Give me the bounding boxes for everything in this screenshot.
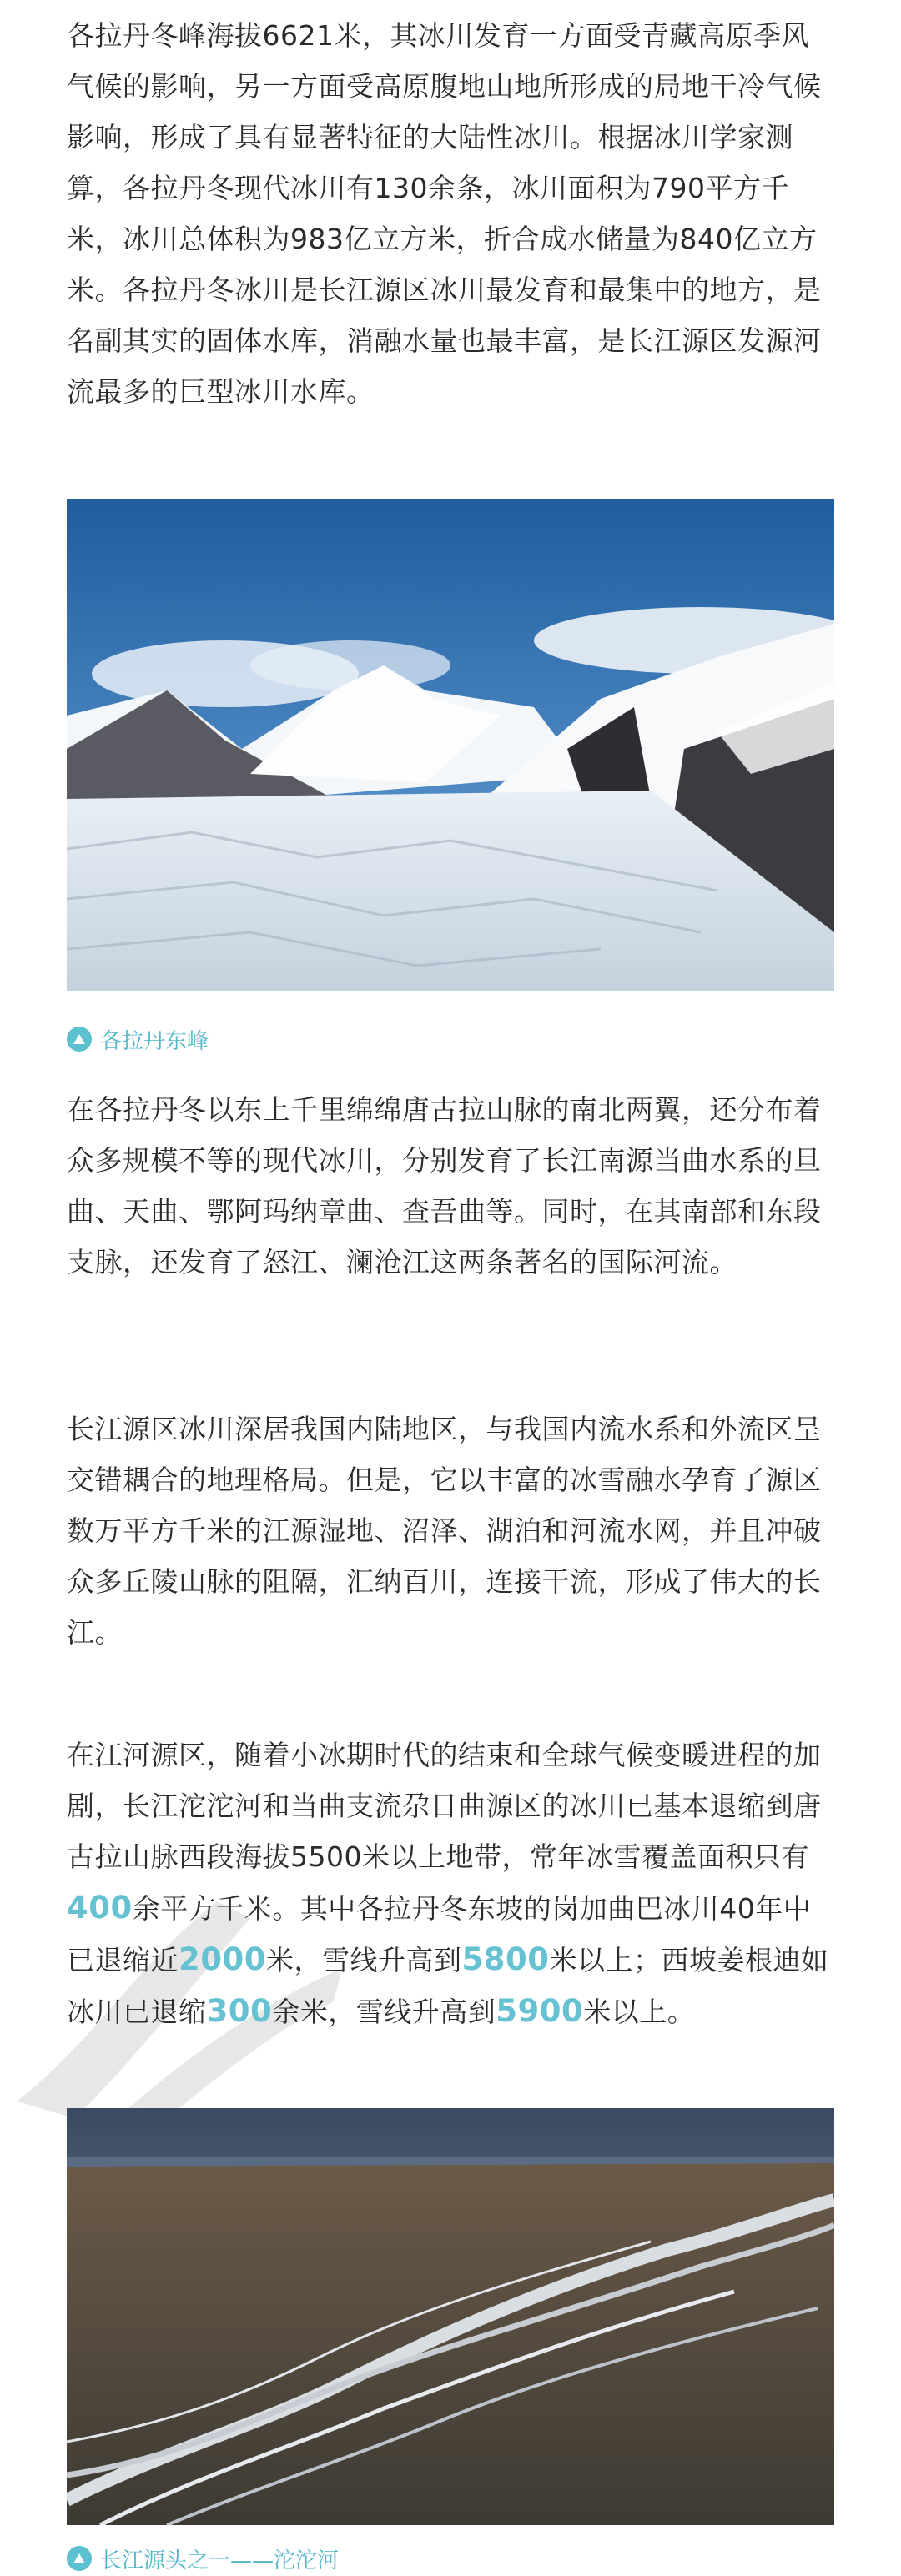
- highlight-number: 5900: [496, 1993, 584, 2029]
- highlight-number: 2000: [179, 1941, 266, 1977]
- caption-text: 长江源头之一——沱沱河: [100, 2548, 340, 2573]
- caption-text: 各拉丹东峰: [100, 1028, 209, 1054]
- highlight-number: 5800: [461, 1941, 550, 1977]
- river-photo: [67, 2108, 834, 2525]
- photo-caption-1: [67, 1022, 209, 1056]
- retreat-paragraph: 在江河源区，随着小冰期时代的结束和全球气候变暖进程的加剧，长江沱沱河和当曲支流尕日曲源区的冰川已基本退缩到唐古拉山脉西段海拔5500米以上地带，常年冰雪覆盖面积只有400余平方千米。其中各拉丹冬东坡的岗加曲巴冰川40年中已退缩近2000米，雪线升高到5800米以上；西坡姜根迪如冰川已退缩300余米，雪线升高到5900米以上。: [67, 1739, 829, 2029]
- highlight-number: 400: [67, 1890, 133, 1926]
- photo-caption-2: [67, 2542, 339, 2575]
- glacier-photo: [67, 499, 834, 991]
- triangle-up-icon: [67, 2546, 92, 2571]
- source-region-paragraph: 长江源区冰川深居我国内陆地区，与我国内流水系和外流区呈交错耦合的地理格局。但是，它以丰富的冰雪融水孕育了源区数万平方千米的江源湿地、沼泽、湖泊和河流水网，并且冲破众多丘陵山脉的阻隔，汇纳百川，连接干流，形成了伟大的长江。: [67, 1413, 822, 1649]
- intro-paragraph: 各拉丹冬峰海拔6621米，其冰川发育一方面受青藏高原季风气候的影响，另一方面受高原腹地山地所形成的局地干冷气候影响，形成了具有显著特征的大陆性冰川。根据冰川学家测算，各拉丹冬现代冰川有130余条，冰川面积为790平方千米，冰川总体积为983亿立方米，折合成水储量为840亿立方米。各拉丹冬冰川是长江源区冰川最发育和最集中的地方，是名副其实的固体水库，消融水量也最丰富，是长江源区发源河流最多的巨型冰川水库。: [67, 19, 822, 408]
- highlight-number: 300: [206, 1993, 273, 2029]
- tributaries-paragraph: 在各拉丹冬以东上千里绵绵唐古拉山脉的南北两翼，还分布着众多规模不等的现代冰川，分别发育了长江南源当曲水系的旦曲、天曲、鄂阿玛纳章曲、查吾曲等。同时，在其南部和东段支脉，还发育了怒江、澜沧江这两条著名的国际河流。: [67, 1093, 822, 1278]
- triangle-up-icon: [67, 1027, 92, 1052]
